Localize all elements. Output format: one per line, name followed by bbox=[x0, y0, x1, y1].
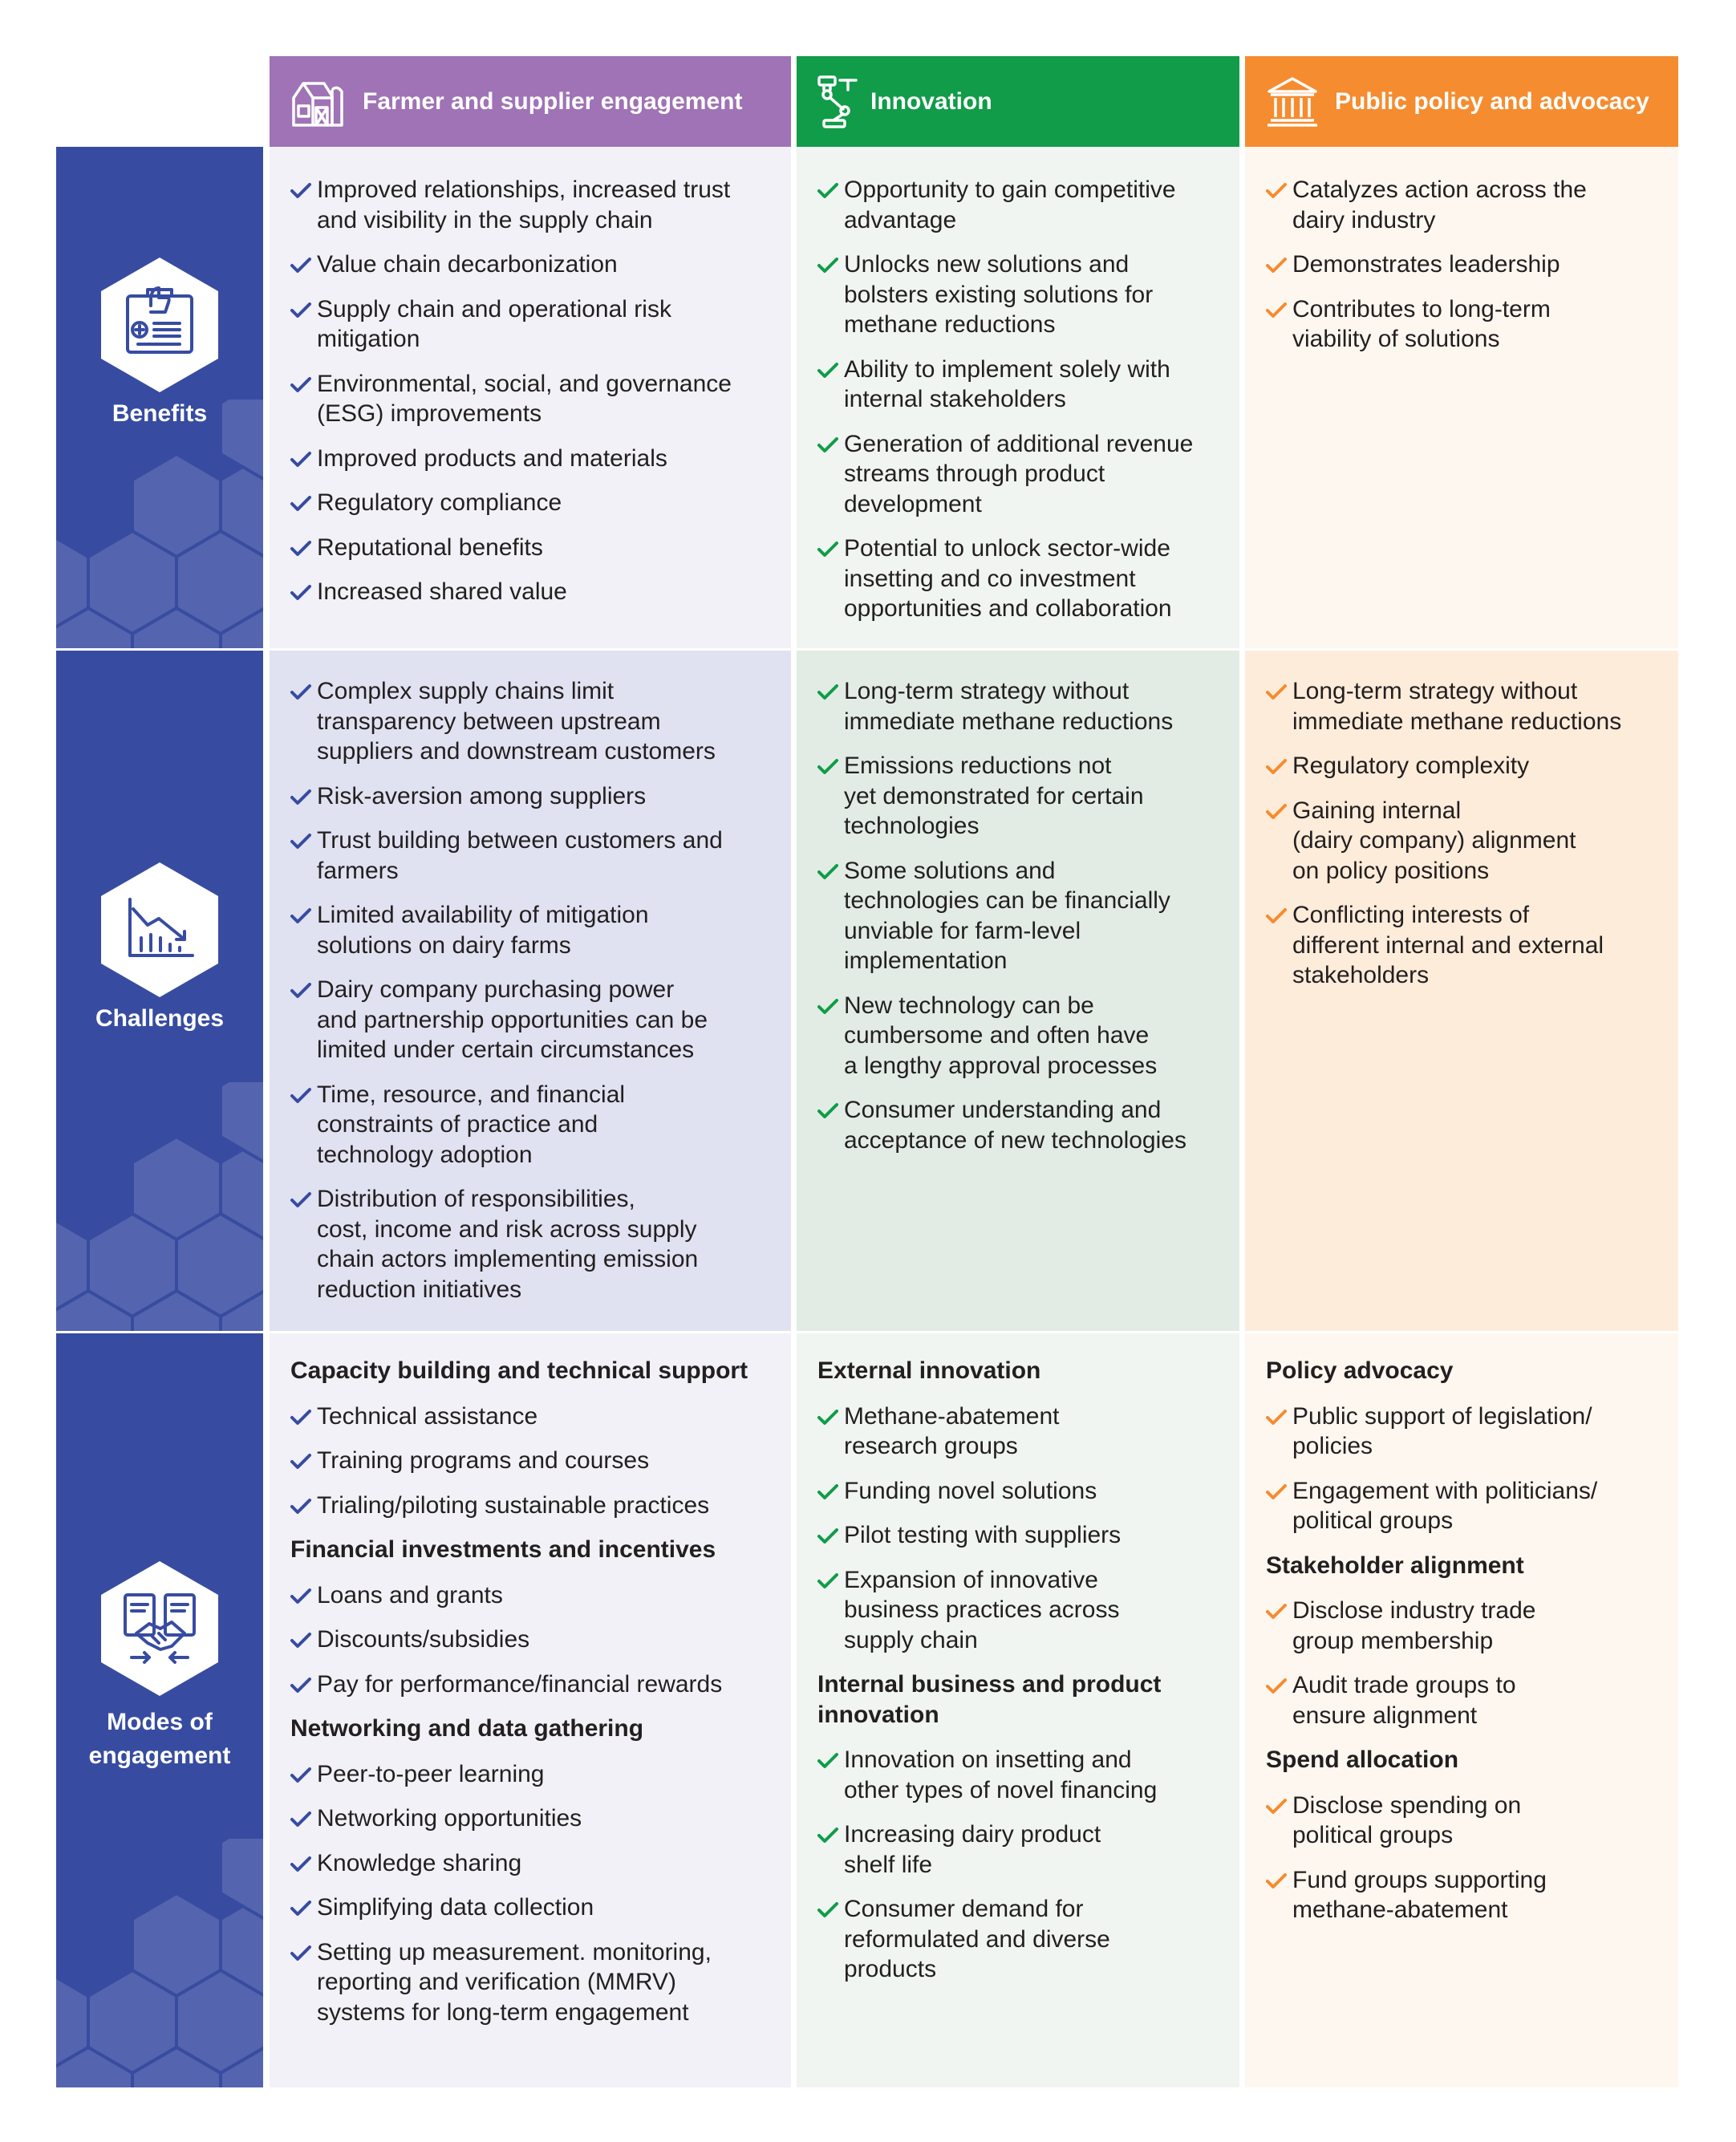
groups-modes-policy bbox=[1266, 1356, 1670, 1940]
checkmark-icon bbox=[817, 542, 838, 558]
checkmark-icon bbox=[817, 1484, 838, 1500]
checkmark-icon bbox=[817, 1103, 838, 1119]
list-item bbox=[1266, 796, 1670, 886]
cell-benefits-policy bbox=[1245, 147, 1678, 648]
list-item-text: Limited availability of mitigation solutions on dairy farms bbox=[317, 902, 649, 959]
list-item-text: Setting up measurement. monitoring, reporting and verification (MMRV) systems for long-term engagement bbox=[317, 1938, 712, 2026]
checkmark-icon bbox=[290, 1677, 311, 1694]
list-item-text: Reputational benefits bbox=[317, 533, 543, 561]
list-item bbox=[817, 676, 1231, 736]
list-item-text: Opportunity to gain competitive advantage bbox=[844, 176, 1176, 233]
list-item-text: Networking opportunities bbox=[317, 1805, 582, 1832]
checkmark-icon bbox=[817, 258, 838, 274]
engagement-group bbox=[1266, 1551, 1670, 1731]
list-item-text: Expansion of innovative business practices across supply chain bbox=[844, 1566, 1120, 1653]
engagement-group bbox=[817, 1669, 1231, 1985]
column-header-farmer-title: Farmer and supplier engagement bbox=[363, 87, 743, 115]
list-item bbox=[290, 444, 783, 474]
declining-chart-icon bbox=[99, 861, 220, 999]
handshake-documents-icon bbox=[99, 1560, 220, 1698]
list-item bbox=[817, 175, 1231, 235]
group-list bbox=[817, 1402, 1231, 1656]
checkmark-icon bbox=[1266, 804, 1287, 820]
checkmark-icon bbox=[817, 1902, 838, 1918]
checkmark-icon bbox=[290, 1901, 311, 1917]
list-item bbox=[290, 1669, 783, 1700]
row-label-benefits: Benefits bbox=[112, 400, 208, 427]
list-item bbox=[290, 369, 783, 429]
checkmark-icon bbox=[290, 1192, 311, 1208]
cell-challenges-innovation bbox=[797, 651, 1239, 1331]
checkmark-icon bbox=[290, 1767, 311, 1783]
group-list bbox=[290, 1402, 783, 1521]
checkmark-icon bbox=[1266, 258, 1287, 274]
list-item-text: Improved relationships, increased trust and visibility in the supply chain bbox=[317, 176, 731, 233]
checkmark-icon bbox=[290, 1088, 311, 1104]
checkmark-icon bbox=[290, 258, 311, 274]
list-item-text: Dairy company purchasing power and partnership opportunities can be limited under certain circumstances bbox=[317, 976, 708, 1063]
list-item bbox=[290, 1893, 783, 1923]
list-item-text: New technology can be cumbersome and often have a lengthy approval processes bbox=[844, 992, 1158, 1079]
list-item bbox=[817, 751, 1231, 842]
list-item-text: Gaining internal (dairy company) alignment on policy positions bbox=[1292, 797, 1576, 884]
list-item-text: Technical assistance bbox=[317, 1402, 538, 1430]
list-item-text: Innovation on insetting and other types of novel financing bbox=[844, 1746, 1158, 1803]
engagement-group bbox=[290, 1714, 783, 2027]
checkmark-icon bbox=[290, 541, 311, 557]
column-header-farmer bbox=[270, 56, 791, 147]
list-item-text: Loans and grants bbox=[317, 1581, 503, 1609]
list-item bbox=[290, 1491, 783, 1521]
list-item bbox=[290, 294, 783, 355]
column-header-innovation-title: Innovation bbox=[870, 87, 992, 115]
list-item-text: Consumer understanding and acceptance of new technologies bbox=[844, 1097, 1186, 1154]
checkmark-icon bbox=[817, 864, 838, 880]
list-item-text: Audit trade groups to ensure alignment bbox=[1292, 1672, 1516, 1729]
list-item-text: Funding novel solutions bbox=[844, 1477, 1097, 1504]
list-item-text: Pilot testing with suppliers bbox=[844, 1522, 1122, 1548]
checkmark-icon bbox=[1266, 1799, 1287, 1815]
list-item bbox=[817, 533, 1231, 624]
list-item bbox=[290, 1580, 783, 1611]
cell-modes-farmer bbox=[270, 1333, 791, 2087]
list-item bbox=[290, 1625, 783, 1655]
checkmark-icon bbox=[290, 834, 311, 850]
checkmark-icon bbox=[1266, 759, 1287, 775]
checkmark-icon bbox=[817, 1410, 838, 1426]
list-item bbox=[817, 429, 1231, 520]
groups-modes-innovation bbox=[817, 1356, 1231, 1999]
checkmark-icon bbox=[290, 1588, 311, 1604]
engagement-group bbox=[1266, 1356, 1670, 1536]
group-list bbox=[290, 1759, 783, 2028]
group-heading: Internal business and product innovation bbox=[817, 1671, 1162, 1728]
list-item bbox=[817, 1520, 1231, 1551]
group-list bbox=[817, 1745, 1231, 1985]
hexagon-pattern bbox=[56, 1839, 263, 2087]
group-heading: Stakeholder alignment bbox=[1266, 1552, 1524, 1579]
checkmark-icon bbox=[817, 999, 838, 1015]
list-item-text: Knowledge sharing bbox=[317, 1849, 522, 1876]
robot-arm-icon bbox=[816, 74, 859, 130]
group-list bbox=[1266, 1402, 1670, 1536]
group-heading: Networking and data gathering bbox=[290, 1715, 644, 1742]
checkmark-icon bbox=[817, 363, 838, 379]
list-item-text: Pay for performance/financial rewards bbox=[317, 1670, 723, 1698]
list-item-text: Time, resource, and financial constraints of practice and technology adoption bbox=[317, 1081, 626, 1168]
checkmark-icon bbox=[290, 983, 311, 999]
list-item bbox=[817, 355, 1231, 415]
list-item bbox=[290, 1759, 783, 1790]
list-item bbox=[817, 1819, 1231, 1880]
list-item bbox=[1266, 676, 1670, 736]
list-item bbox=[817, 249, 1231, 340]
group-heading: External innovation bbox=[817, 1357, 1041, 1384]
row-header-benefits bbox=[56, 147, 263, 648]
row-label-challenges: Challenges bbox=[95, 1005, 225, 1032]
checkmark-icon bbox=[817, 183, 838, 199]
checkmark-icon bbox=[1266, 1678, 1287, 1694]
list-item bbox=[290, 1402, 783, 1432]
checkmark-icon bbox=[290, 377, 311, 393]
group-heading: Financial investments and incentives bbox=[290, 1536, 716, 1563]
list-item-text: Contributes to long-term viability of solutions bbox=[1292, 295, 1551, 352]
checkmark-icon bbox=[817, 437, 838, 453]
checkmark-icon bbox=[1266, 1410, 1287, 1426]
list-item-text: Consumer demand for reformulated and diverse products bbox=[844, 1896, 1110, 1982]
checkmark-icon bbox=[1266, 1873, 1287, 1889]
row-label-modes: Modes of engagement bbox=[88, 1709, 231, 1769]
checkmark-icon bbox=[1266, 1604, 1287, 1620]
list-item bbox=[1266, 1670, 1670, 1730]
list-item bbox=[817, 1095, 1231, 1155]
checkmark-icon bbox=[290, 302, 311, 318]
group-list bbox=[290, 1580, 783, 1700]
list-item-text: Methane-abatement research groups bbox=[844, 1402, 1060, 1459]
row-header-challenges bbox=[56, 651, 263, 1331]
list-item bbox=[817, 1745, 1231, 1805]
list-item-text: Regulatory complexity bbox=[1292, 753, 1530, 779]
list-item bbox=[290, 900, 783, 960]
cell-modes-innovation bbox=[797, 1333, 1239, 2087]
list-item-text: Fund groups supporting methane-abatement bbox=[1292, 1866, 1547, 1923]
hexagon-pattern bbox=[56, 1082, 263, 1331]
column-header-policy bbox=[1245, 56, 1678, 147]
checkmark-icon bbox=[290, 789, 311, 805]
checkmark-icon bbox=[817, 1828, 838, 1844]
list-item-text: Trialing/piloting sustainable practices bbox=[317, 1491, 710, 1519]
checkmark-icon bbox=[290, 1856, 311, 1872]
checkmark-icon bbox=[290, 585, 311, 601]
list-item bbox=[1266, 900, 1670, 991]
checkmark-icon bbox=[1266, 684, 1287, 700]
list-item bbox=[290, 1848, 783, 1879]
group-list bbox=[1266, 1596, 1670, 1730]
list-item-text: Unlocks new solutions and bolsters existing solutions for methane reductions bbox=[844, 251, 1154, 338]
checkmark-icon bbox=[1266, 183, 1287, 199]
list-item-text: Environmental, social, and governance (ESG) improvements bbox=[317, 370, 732, 427]
list-challenges-innovation bbox=[817, 676, 1231, 1170]
cell-benefits-farmer bbox=[270, 147, 791, 648]
list-item bbox=[290, 1803, 783, 1834]
row-header-modes bbox=[56, 1333, 263, 2087]
list-item-text: Some solutions and technologies can be financially unviable for farm-level implementation bbox=[844, 857, 1170, 974]
column-header-policy-title: Public policy and advocacy bbox=[1335, 87, 1649, 115]
checkmark-icon bbox=[290, 1633, 311, 1649]
checkmark-icon bbox=[1266, 908, 1287, 924]
list-benefits-farmer bbox=[290, 175, 783, 622]
list-item-text: Generation of additional revenue streams through product development bbox=[844, 430, 1194, 517]
list-item bbox=[290, 1184, 783, 1304]
government-building-icon bbox=[1264, 74, 1320, 130]
groups-modes-farmer bbox=[290, 1356, 783, 2042]
list-item bbox=[1266, 175, 1670, 235]
list-item-text: Increased shared value bbox=[317, 578, 567, 605]
list-item-text: Public support of legislation/ policies bbox=[1292, 1402, 1592, 1459]
list-item-text: Ability to implement solely with internal stakeholders bbox=[844, 355, 1170, 412]
checkmark-icon bbox=[290, 1811, 311, 1828]
checkmark-icon bbox=[290, 908, 311, 924]
engagement-group bbox=[1266, 1745, 1670, 1925]
list-item-text: Emissions reductions not yet demonstrated for certain technologies bbox=[844, 753, 1144, 839]
checkmark-icon bbox=[817, 759, 838, 775]
clipboard-thumbs-up-icon bbox=[99, 256, 220, 394]
list-item bbox=[817, 1894, 1231, 1985]
list-benefits-innovation bbox=[817, 175, 1231, 639]
list-item-text: Catalyzes action across the dairy industry bbox=[1292, 176, 1587, 233]
list-item-text: Demonstrates leadership bbox=[1292, 251, 1560, 278]
list-item bbox=[290, 826, 783, 886]
list-item bbox=[290, 1446, 783, 1476]
list-item-text: Potential to unlock sector-wide insetting and co investment opportunities and collaboration bbox=[844, 535, 1172, 622]
list-item-text: Trust building between customers and farmers bbox=[317, 827, 723, 884]
list-item bbox=[290, 1080, 783, 1170]
list-item bbox=[1266, 1402, 1670, 1462]
list-item bbox=[290, 249, 783, 280]
engagement-group bbox=[817, 1356, 1231, 1655]
checkmark-icon bbox=[290, 1499, 311, 1515]
checkmark-icon bbox=[1266, 1484, 1287, 1500]
list-item bbox=[290, 781, 783, 812]
list-item bbox=[1266, 294, 1670, 355]
list-item-text: Complex supply chains limit transparency between upstream suppliers and downstream customers bbox=[317, 678, 716, 765]
list-item bbox=[1266, 1476, 1670, 1536]
barn-icon bbox=[289, 74, 345, 130]
group-heading: Capacity building and technical support bbox=[290, 1357, 748, 1384]
cell-challenges-farmer bbox=[270, 651, 791, 1331]
list-item-text: Conflicting interests of different internal and external stakeholders bbox=[1292, 902, 1604, 988]
list-item-text: Peer-to-peer learning bbox=[317, 1760, 545, 1787]
list-item bbox=[817, 1402, 1231, 1462]
list-item bbox=[817, 1476, 1231, 1507]
list-item bbox=[1266, 751, 1670, 781]
list-item bbox=[290, 1937, 783, 2028]
checkmark-icon bbox=[817, 1753, 838, 1769]
checkmark-icon bbox=[817, 1528, 838, 1544]
list-item bbox=[817, 991, 1231, 1081]
list-item-text: Improved products and materials bbox=[317, 444, 667, 472]
list-item-text: Long-term strategy without immediate methane reductions bbox=[1292, 678, 1622, 735]
engagement-group bbox=[290, 1535, 783, 1699]
list-item bbox=[290, 488, 783, 518]
checkmark-icon bbox=[1266, 302, 1287, 318]
checkmark-icon bbox=[817, 684, 838, 700]
cell-modes-policy bbox=[1245, 1333, 1678, 2087]
checkmark-icon bbox=[290, 1454, 311, 1470]
cell-benefits-innovation bbox=[797, 147, 1239, 648]
list-item bbox=[817, 1565, 1231, 1656]
group-list bbox=[1266, 1791, 1670, 1925]
list-challenges-policy bbox=[1266, 676, 1670, 1005]
list-item-text: Disclose spending on political groups bbox=[1292, 1791, 1522, 1848]
list-item bbox=[1266, 1596, 1670, 1656]
list-item-text: Training programs and courses bbox=[317, 1447, 650, 1474]
list-item-text: Engagement with politicians/ political groups bbox=[1292, 1477, 1598, 1534]
list-item bbox=[817, 856, 1231, 976]
list-challenges-farmer bbox=[290, 676, 783, 1319]
column-header-innovation bbox=[797, 56, 1239, 147]
checkmark-icon bbox=[817, 1573, 838, 1589]
cell-challenges-policy bbox=[1245, 651, 1678, 1331]
list-item-text: Distribution of responsibilities, cost, income and risk across supply chain actors implementing emission reduction initiatives bbox=[317, 1186, 699, 1303]
list-item-text: Value chain decarbonization bbox=[317, 251, 618, 278]
list-item-text: Regulatory compliance bbox=[317, 489, 562, 516]
list-item-text: Discounts/subsidies bbox=[317, 1626, 530, 1653]
list-item bbox=[1266, 249, 1670, 280]
engagement-group bbox=[290, 1356, 783, 1520]
checkmark-icon bbox=[290, 496, 311, 512]
list-item bbox=[290, 676, 783, 767]
list-item-text: Disclose industry trade group membership bbox=[1292, 1597, 1536, 1654]
checkmark-icon bbox=[290, 684, 311, 700]
group-heading: Spend allocation bbox=[1266, 1746, 1459, 1773]
list-item bbox=[290, 175, 783, 235]
checkmark-icon bbox=[290, 1410, 311, 1426]
list-benefits-policy bbox=[1266, 175, 1670, 369]
list-item bbox=[290, 577, 783, 607]
list-item bbox=[290, 533, 783, 563]
list-item-text: Long-term strategy without immediate methane reductions bbox=[844, 678, 1174, 735]
checkmark-icon bbox=[290, 452, 311, 468]
group-heading: Policy advocacy bbox=[1266, 1357, 1454, 1384]
list-item-text: Simplifying data collection bbox=[317, 1894, 594, 1921]
list-item bbox=[290, 975, 783, 1065]
list-item bbox=[1266, 1791, 1670, 1851]
hexagon-pattern bbox=[56, 400, 263, 648]
list-item-text: Risk-aversion among suppliers bbox=[317, 782, 647, 809]
list-item-text: Supply chain and operational risk mitigation bbox=[317, 295, 671, 352]
list-item-text: Increasing dairy product shelf life bbox=[844, 1821, 1101, 1878]
checkmark-icon bbox=[290, 1945, 311, 1961]
checkmark-icon bbox=[290, 183, 311, 199]
list-item bbox=[1266, 1865, 1670, 1925]
